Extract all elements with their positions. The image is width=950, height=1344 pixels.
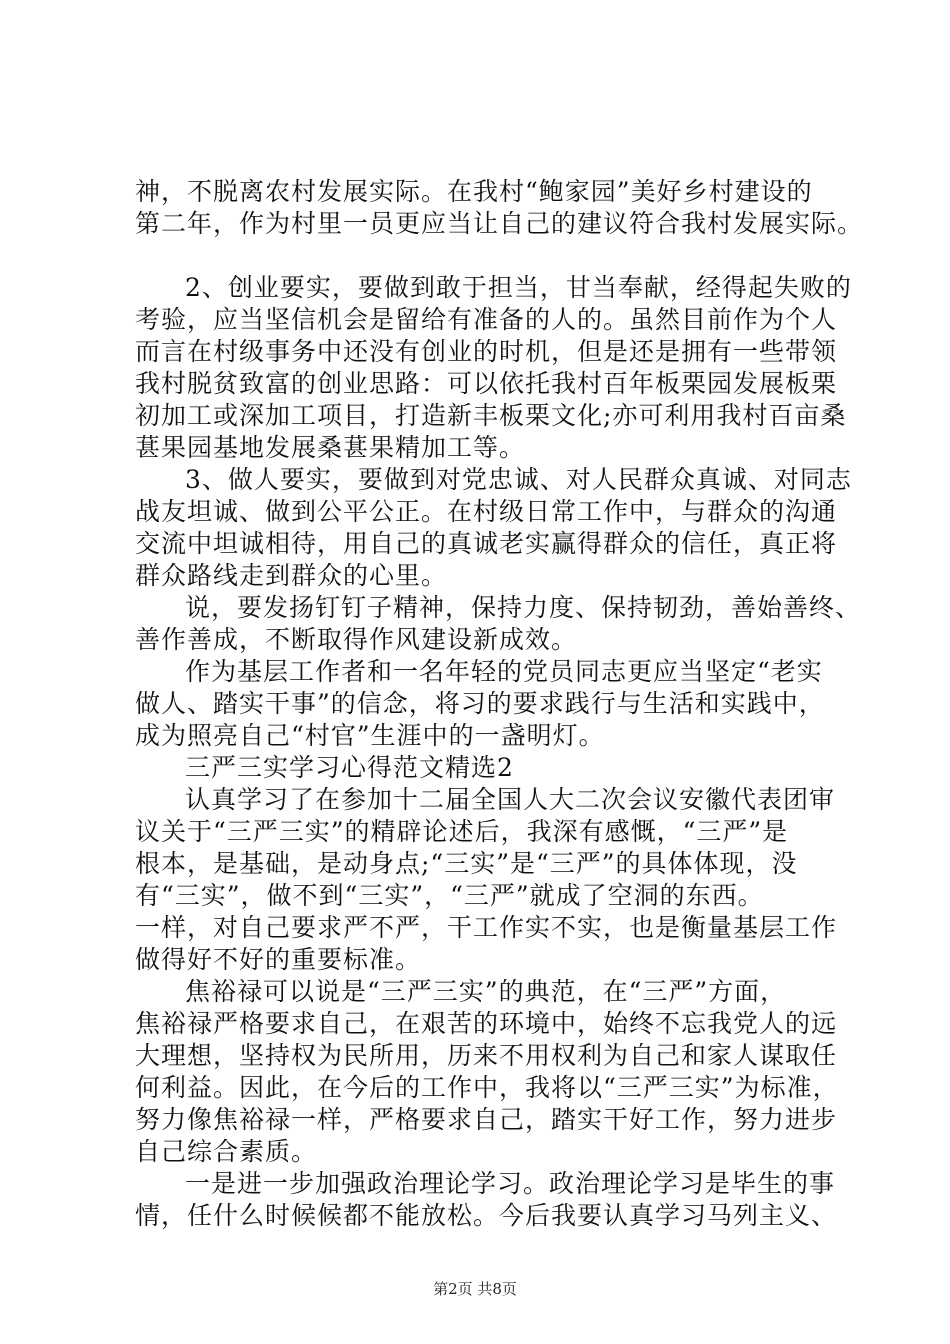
text-line: 认真学习了在参加十二届全国人大二次会议安徽代表团审 bbox=[185, 785, 836, 814]
text-line: 焦裕禄严格要求自己，在艰苦的环境中，始终不忘我党人的远 bbox=[135, 1009, 838, 1038]
paragraph bbox=[135, 464, 852, 592]
text-line: 我村脱贫致富的创业思路：可以依托我村百年板栗园发展板栗 bbox=[135, 369, 838, 398]
text-line: 作为基层工作者和一名年轻的党员同志更应当坚定“老实 bbox=[185, 657, 823, 686]
text-line: 做人、踏实干事”的信念，将习的要求践行与生活和实践中， bbox=[135, 689, 825, 718]
text-line: 何利益。因此，在今后的工作中，我将以“三严三实”为标准， bbox=[135, 1073, 839, 1102]
text-line: 大理想，坚持权为民所用，历来不用权利为自己和家人谋取任 bbox=[135, 1041, 838, 1070]
text-line: 有“三实”，做不到“三实”，“三严”就成了空洞的东西。 bbox=[135, 881, 764, 910]
text-line: 战友坦诚、做到公平公正。在村级日常工作中，与群众的沟通 bbox=[135, 497, 838, 526]
paragraph bbox=[135, 592, 862, 656]
text-line: 交流中坦诚相待，用自己的真诚老实赢得群众的信任，真正将 bbox=[135, 529, 838, 558]
paragraph bbox=[135, 272, 852, 464]
text-line: 努力像焦裕禄一样，严格要求自己，踏实干好工作，努力进步 bbox=[135, 1105, 838, 1134]
text-line: 成为照亮自己“村官”生涯中的一盏明灯。 bbox=[135, 721, 605, 750]
heading-line: 三严三实学习心得范文精选2 bbox=[185, 753, 514, 782]
text-line: 说，要发扬钉钉子精神，保持力度、保持韧劲，善始善终、 bbox=[185, 593, 862, 622]
text-line: 善作善成，不断取得作风建设新成效。 bbox=[135, 625, 578, 654]
paragraph bbox=[135, 1168, 838, 1232]
text-line: 第二年，作为村里一员更应当让自己的建议符合我村发展实际。 bbox=[135, 209, 864, 238]
text-line: 自己综合素质。 bbox=[135, 1137, 318, 1166]
page-number-footer: 第2页 共8页 bbox=[433, 1280, 517, 1298]
paragraph bbox=[135, 784, 838, 976]
text-line: 根本，是基础，是动身点;“三实”是“三严”的具体体现，没 bbox=[135, 849, 798, 878]
text-line: 而言在村级事务中还没有创业的时机，但是还是拥有一些带领 bbox=[135, 337, 838, 366]
text-line: 情，任什么时候候都不能放松。今后我要认真学习马列主义、 bbox=[135, 1201, 838, 1230]
paragraph bbox=[135, 976, 839, 1168]
text-line: 葚果园基地发展桑葚果精加工等。 bbox=[135, 433, 526, 462]
text-line: 焦裕禄可以说是“三严三实”的典范，在“三严”方面， bbox=[185, 977, 787, 1006]
text-line: 一样，对自己要求严不严，干工作实不实，也是衡量基层工作 bbox=[135, 913, 838, 942]
paragraph bbox=[135, 176, 864, 240]
text-line: 议关于“三严三实”的精辟论述后，我深有感慨，“三严”是 bbox=[135, 817, 789, 846]
text-line: 群众路线走到群众的心里。 bbox=[135, 561, 448, 590]
text-line: 2、创业要实，要做到敢于担当，甘当奉献，经得起失败的 bbox=[185, 273, 852, 302]
text-line: 一是进一步加强政治理论学习。政治理论学习是毕生的事 bbox=[185, 1169, 836, 1198]
paragraph bbox=[135, 656, 835, 752]
text-line: 初加工或深加工项目，打造新丰板栗文化;亦可利用我村百亩桑 bbox=[135, 401, 847, 430]
paragraph-gap bbox=[135, 240, 835, 272]
text-line: 考验，应当坚信机会是留给有准备的人的。虽然目前作为个人 bbox=[135, 305, 838, 334]
text-line: 神，不脱离农村发展实际。在我村“鲍家园”美好乡村建设的 bbox=[135, 177, 813, 206]
text-line: 3、做人要实，要做到对党忠诚、对人民群众真诚、对同志 bbox=[185, 465, 852, 494]
section-heading bbox=[135, 752, 835, 784]
text-line: 做得好不好的重要标准。 bbox=[135, 945, 422, 974]
body-text bbox=[135, 176, 864, 1232]
